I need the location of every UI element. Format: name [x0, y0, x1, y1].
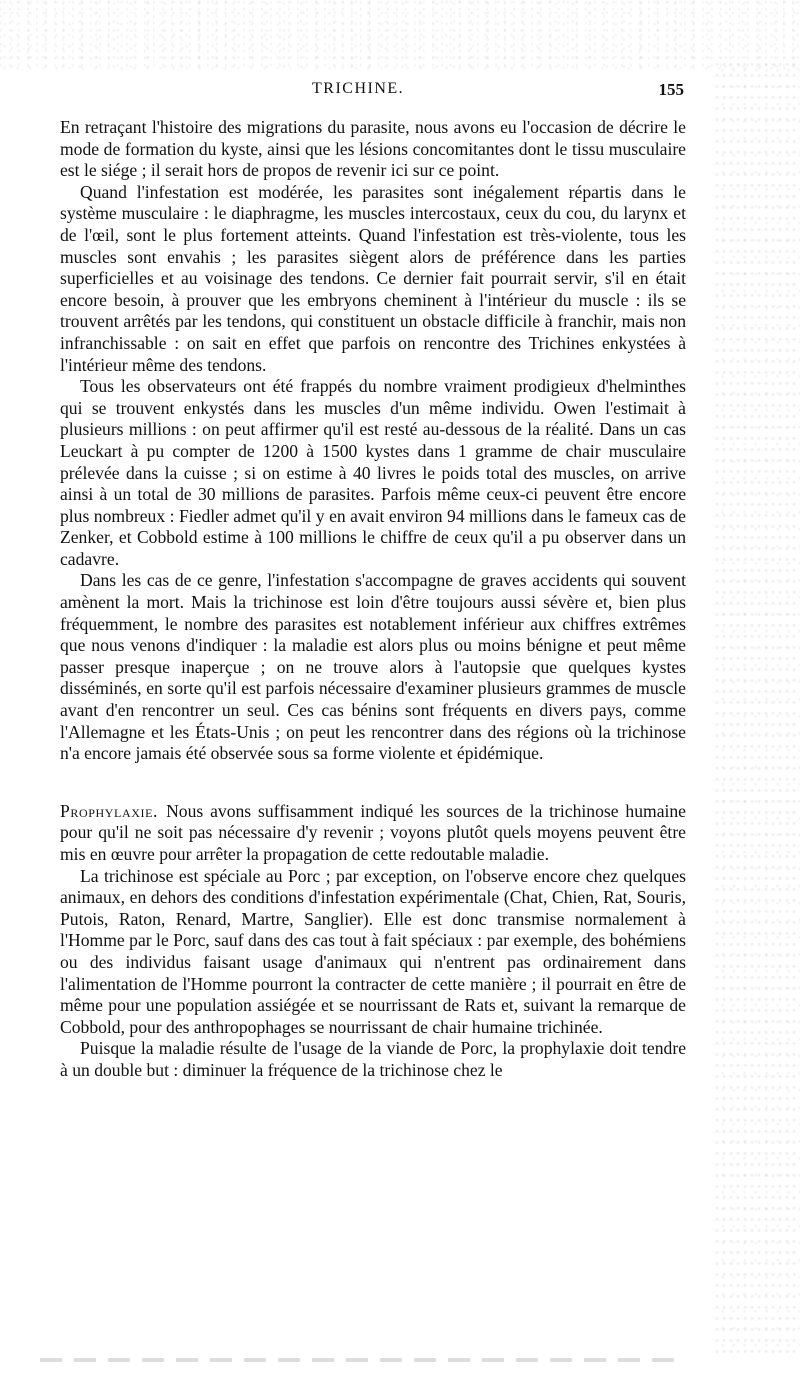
paragraph-porc: La trichinose est spéciale au Porc ; par exception, on l'observe encore chez quelques animaux, en dehors des conditions d'infestation expérimentale (Chat, Chien, Rat, Souris, Putois, Raton, Renard, Martre, Sanglier). Elle est donc transmise normalement à l'Homme par le Porc, sauf dans des cas tout à fait spéciaux : par exemple, des bohémiens ou des individus faisant usage d'animaux qui n'entrent pas ordinairement dans l'alimentation de l'Homme pourront la contracter de cette manière ; il pourrait en être de même pour une population assiégée et se nourrissant de Rats et, suivant la remarque de Cobbold, pour des anthropophages se nourrissant de chair humaine trichinée. [60, 865, 686, 1037]
paragraph-cas-benins: Dans les cas de ce genre, l'infestation s'accompagne de graves accidents qui souvent amènent la mort. Mais la trichinose est loin d'être toujours aussi sévère et, bien plus fréquemment, le nombre des parasites est notablement inférieur aux chiffres extrêmes que nous venons d'indiquer : la maladie est alors plus ou moins bénigne et peut même passer presque inaperçue ; on ne trouve alors à l'autopsie que quelques kystes disséminés, en sorte qu'il est parfois nécessaire d'examiner plusieurs grammes de muscle avant d'en rencontrer un seul. Ces cas bénins sont fréquents en divers pays, comme l'Allemagne et les États-Unis ; on peut les rencontrer dans des régions où la trichinose n'a encore jamais été observée sous sa forme violente et épidémique. [60, 570, 686, 764]
scan-footer-smudge [40, 1358, 680, 1362]
paragraph-double-but: Puisque la maladie résulte de l'usage de la viande de Porc, la prophylaxie doit tendre à un double but : diminuer la fréquence de la trichinose chez le [60, 1038, 686, 1080]
section-intro-text: Nous avons suffisamment indiqué les sources de la trichinose humaine pour qu'il ne soit pas nécessaire d'y revenir ; voyons plutôt quels moyens peuvent être mis en œuvre pour arrêter la propagation de cette redoutable maladie. [60, 800, 686, 864]
running-title: TRICHINE. [312, 80, 405, 97]
page-header [312, 80, 684, 102]
paragraph-infestation: Quand l'infestation est modérée, les parasites sont inégalement répartis dans le système musculaire : le diaphragme, les muscles intercostaux, ceux du cou, du larynx et de l'œil, sont le plus fortement atteints. Quand l'infestation est très-violente, tous les muscles sont envahis ; les parasites siègent alors de préférence dans les parties superficielles et au voisinage des tendons. Ce dernier fait pourrait servir, s'il en était encore besoin, à prouver que les embryons cheminent à l'intérieur du muscle : ils se trouvent arrêtés par les tendons, qui constituent un obstacle difficile à franchir, mais non infranchissable : on sait en effet que parfois on rencontre des Trichines enkystées à l'intérieur même des tendons. [60, 181, 686, 375]
section-spacer [60, 765, 686, 801]
paragraph-nombre-parasites: Tous les observateurs ont été frappés du nombre vraiment prodigieux d'helminthes qui se trouvent enkystés dans les muscles d'un même individu. Owen l'estimait à plusieurs millions : on peut affirmer qu'il est resté au-dessous de la réalité. Dans un cas Leuckart à pu compter de 1200 à 1500 kystes dans 1 gramme de chair musculaire prélevée dans la cuisse ; si on estime à 40 livres le poids total des muscles, on arrive ainsi à un total de 30 millions de parasites. Parfois même ceux-ci peuvent être encore plus nombreux : Fiedler admet qu'il y en avait environ 94 millions dans le fameux cas de Zenker, et Cobbold estime à 100 millions le chiffre de ceux qu'il a pu observer dans un cadavre. [60, 376, 686, 569]
paragraph-kyste: En retraçant l'histoire des migrations du parasite, nous avons eu l'occasion de décrire le mode de formation du kyste, ainsi que les lésions concomitantes dont le tissu musculaire est le siége ; il serait hors de propos de revenir ici sur ce point. [60, 117, 686, 181]
section-heading-prophylaxie: Prophylaxie. [60, 800, 159, 821]
paragraph-prophylaxie [60, 801, 686, 866]
page-number: 155 [658, 80, 684, 99]
scan-noise-right-margin [715, 60, 800, 1360]
scan-noise-top [0, 0, 800, 70]
body-text [60, 117, 686, 1082]
